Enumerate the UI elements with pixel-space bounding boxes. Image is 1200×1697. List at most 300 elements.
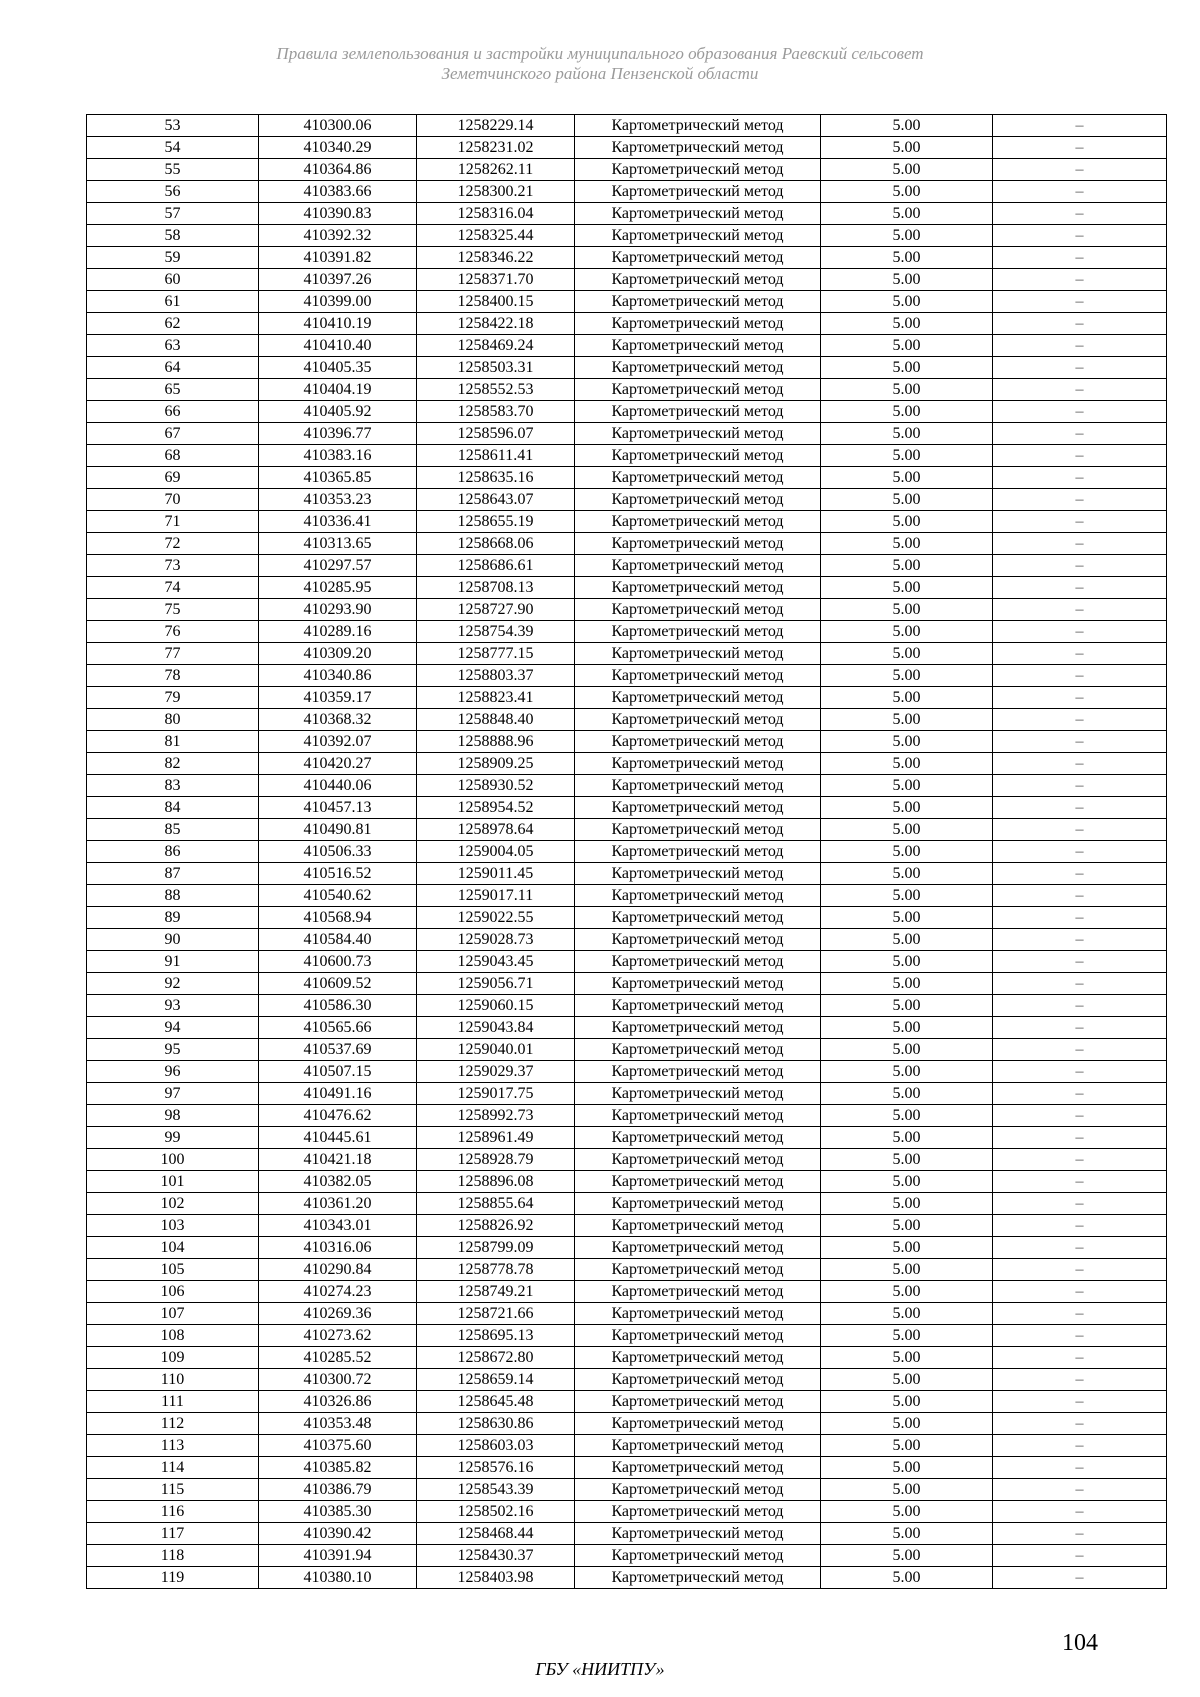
accuracy-cell: 5.00 (821, 1105, 993, 1127)
y-coordinate-cell: 1258229.14 (417, 115, 575, 137)
method-cell: Картометрический метод (575, 247, 821, 269)
x-coordinate-cell: 410405.35 (259, 357, 417, 379)
table-row (87, 841, 1167, 863)
description-cell: – (993, 1105, 1167, 1127)
point-number-cell: 118 (87, 1545, 259, 1567)
description-cell: – (993, 775, 1167, 797)
method-cell: Картометрический метод (575, 1171, 821, 1193)
method-cell: Картометрический метод (575, 1479, 821, 1501)
table-row (87, 269, 1167, 291)
header-line-2: Земетчинского района Пензенской области (441, 64, 759, 83)
accuracy-cell: 5.00 (821, 1149, 993, 1171)
y-coordinate-cell: 1258655.19 (417, 511, 575, 533)
method-cell: Картометрический метод (575, 1105, 821, 1127)
description-cell: – (993, 621, 1167, 643)
accuracy-cell: 5.00 (821, 1039, 993, 1061)
x-coordinate-cell: 410340.86 (259, 665, 417, 687)
accuracy-cell: 5.00 (821, 819, 993, 841)
accuracy-cell: 5.00 (821, 577, 993, 599)
y-coordinate-cell: 1259060.15 (417, 995, 575, 1017)
point-number-cell: 98 (87, 1105, 259, 1127)
accuracy-cell: 5.00 (821, 555, 993, 577)
method-cell: Картометрический метод (575, 489, 821, 511)
description-cell: – (993, 1479, 1167, 1501)
description-cell: – (993, 1281, 1167, 1303)
method-cell: Картометрический метод (575, 1567, 821, 1589)
y-coordinate-cell: 1258978.64 (417, 819, 575, 841)
description-cell: – (993, 379, 1167, 401)
point-number-cell: 71 (87, 511, 259, 533)
table-row (87, 555, 1167, 577)
table-row (87, 797, 1167, 819)
x-coordinate-cell: 410600.73 (259, 951, 417, 973)
accuracy-cell: 5.00 (821, 511, 993, 533)
table-row (87, 203, 1167, 225)
accuracy-cell: 5.00 (821, 665, 993, 687)
description-cell: – (993, 1017, 1167, 1039)
description-cell: – (993, 1259, 1167, 1281)
y-coordinate-cell: 1258611.41 (417, 445, 575, 467)
method-cell: Картометрический метод (575, 951, 821, 973)
accuracy-cell: 5.00 (821, 1413, 993, 1435)
point-number-cell: 109 (87, 1347, 259, 1369)
description-cell: – (993, 1039, 1167, 1061)
method-cell: Картометрический метод (575, 929, 821, 951)
y-coordinate-cell: 1258583.70 (417, 401, 575, 423)
x-coordinate-cell: 410405.92 (259, 401, 417, 423)
y-coordinate-cell: 1259029.37 (417, 1061, 575, 1083)
method-cell: Картометрический метод (575, 1545, 821, 1567)
x-coordinate-cell: 410537.69 (259, 1039, 417, 1061)
description-cell: – (993, 115, 1167, 137)
table-row (87, 1347, 1167, 1369)
method-cell: Картометрический метод (575, 1391, 821, 1413)
page-header (0, 44, 1200, 84)
description-cell: – (993, 1193, 1167, 1215)
y-coordinate-cell: 1258954.52 (417, 797, 575, 819)
header-line-1: Правила землепользования и застройки муниципального образования Раевский сельсовет (276, 44, 924, 63)
page-footer: ГБУ «НИИТПУ» (535, 1659, 665, 1679)
point-number-cell: 101 (87, 1171, 259, 1193)
table-row (87, 687, 1167, 709)
x-coordinate-cell: 410392.32 (259, 225, 417, 247)
x-coordinate-cell: 410365.85 (259, 467, 417, 489)
table-row (87, 1039, 1167, 1061)
description-cell: – (993, 1457, 1167, 1479)
page-number: 104 (1062, 1630, 1098, 1656)
y-coordinate-cell: 1259017.75 (417, 1083, 575, 1105)
method-cell: Картометрический метод (575, 753, 821, 775)
y-coordinate-cell: 1258422.18 (417, 313, 575, 335)
description-cell: – (993, 1369, 1167, 1391)
point-number-cell: 68 (87, 445, 259, 467)
description-cell: – (993, 1325, 1167, 1347)
accuracy-cell: 5.00 (821, 1193, 993, 1215)
method-cell: Картометрический метод (575, 401, 821, 423)
description-cell: – (993, 687, 1167, 709)
y-coordinate-cell: 1258799.09 (417, 1237, 575, 1259)
point-number-cell: 67 (87, 423, 259, 445)
point-number-cell: 61 (87, 291, 259, 313)
table-row (87, 533, 1167, 555)
x-coordinate-cell: 410359.17 (259, 687, 417, 709)
method-cell: Картометрический метод (575, 1061, 821, 1083)
point-number-cell: 77 (87, 643, 259, 665)
point-number-cell: 53 (87, 115, 259, 137)
accuracy-cell: 5.00 (821, 599, 993, 621)
table-row (87, 1083, 1167, 1105)
point-number-cell: 80 (87, 709, 259, 731)
point-number-cell: 111 (87, 1391, 259, 1413)
description-cell: – (993, 753, 1167, 775)
method-cell: Картометрический метод (575, 1083, 821, 1105)
y-coordinate-cell: 1258430.37 (417, 1545, 575, 1567)
x-coordinate-cell: 410391.94 (259, 1545, 417, 1567)
accuracy-cell: 5.00 (821, 137, 993, 159)
x-coordinate-cell: 410396.77 (259, 423, 417, 445)
y-coordinate-cell: 1258469.24 (417, 335, 575, 357)
y-coordinate-cell: 1258803.37 (417, 665, 575, 687)
accuracy-cell: 5.00 (821, 1369, 993, 1391)
point-number-cell: 86 (87, 841, 259, 863)
method-cell: Картометрический метод (575, 511, 821, 533)
x-coordinate-cell: 410586.30 (259, 995, 417, 1017)
method-cell: Картометрический метод (575, 1259, 821, 1281)
point-number-cell: 54 (87, 137, 259, 159)
description-cell: – (993, 1061, 1167, 1083)
table-row (87, 1017, 1167, 1039)
description-cell: – (993, 797, 1167, 819)
point-number-cell: 115 (87, 1479, 259, 1501)
accuracy-cell: 5.00 (821, 1325, 993, 1347)
description-cell: – (993, 137, 1167, 159)
x-coordinate-cell: 410353.48 (259, 1413, 417, 1435)
accuracy-cell: 5.00 (821, 1017, 993, 1039)
y-coordinate-cell: 1258596.07 (417, 423, 575, 445)
y-coordinate-cell: 1258603.03 (417, 1435, 575, 1457)
point-number-cell: 116 (87, 1501, 259, 1523)
point-number-cell: 99 (87, 1127, 259, 1149)
x-coordinate-cell: 410300.72 (259, 1369, 417, 1391)
x-coordinate-cell: 410410.40 (259, 335, 417, 357)
method-cell: Картометрический метод (575, 797, 821, 819)
description-cell: – (993, 533, 1167, 555)
accuracy-cell: 5.00 (821, 1281, 993, 1303)
method-cell: Картометрический метод (575, 269, 821, 291)
accuracy-cell: 5.00 (821, 489, 993, 511)
x-coordinate-cell: 410289.16 (259, 621, 417, 643)
point-number-cell: 82 (87, 753, 259, 775)
accuracy-cell: 5.00 (821, 1259, 993, 1281)
accuracy-cell: 5.00 (821, 1237, 993, 1259)
point-number-cell: 108 (87, 1325, 259, 1347)
accuracy-cell: 5.00 (821, 731, 993, 753)
description-cell: – (993, 599, 1167, 621)
accuracy-cell: 5.00 (821, 357, 993, 379)
x-coordinate-cell: 410274.23 (259, 1281, 417, 1303)
x-coordinate-cell: 410410.19 (259, 313, 417, 335)
accuracy-cell: 5.00 (821, 1347, 993, 1369)
x-coordinate-cell: 410491.16 (259, 1083, 417, 1105)
x-coordinate-cell: 410300.06 (259, 115, 417, 137)
description-cell: – (993, 1567, 1167, 1589)
accuracy-cell: 5.00 (821, 1567, 993, 1589)
y-coordinate-cell: 1258668.06 (417, 533, 575, 555)
description-cell: – (993, 841, 1167, 863)
method-cell: Картометрический метод (575, 1325, 821, 1347)
point-number-cell: 76 (87, 621, 259, 643)
method-cell: Картометрический метод (575, 445, 821, 467)
table-row (87, 115, 1167, 137)
description-cell: – (993, 929, 1167, 951)
description-cell: – (993, 555, 1167, 577)
table-row (87, 401, 1167, 423)
y-coordinate-cell: 1258630.86 (417, 1413, 575, 1435)
table-row (87, 1567, 1167, 1589)
description-cell: – (993, 269, 1167, 291)
x-coordinate-cell: 410457.13 (259, 797, 417, 819)
table-row (87, 357, 1167, 379)
method-cell: Картометрический метод (575, 1435, 821, 1457)
point-number-cell: 97 (87, 1083, 259, 1105)
coordinates-table (86, 114, 1167, 1589)
y-coordinate-cell: 1258727.90 (417, 599, 575, 621)
y-coordinate-cell: 1258992.73 (417, 1105, 575, 1127)
accuracy-cell: 5.00 (821, 115, 993, 137)
accuracy-cell: 5.00 (821, 775, 993, 797)
description-cell: – (993, 731, 1167, 753)
table-row (87, 577, 1167, 599)
method-cell: Картометрический метод (575, 819, 821, 841)
table-row (87, 1435, 1167, 1457)
table-row (87, 181, 1167, 203)
x-coordinate-cell: 410391.82 (259, 247, 417, 269)
accuracy-cell: 5.00 (821, 1215, 993, 1237)
point-number-cell: 83 (87, 775, 259, 797)
table-row (87, 225, 1167, 247)
table-row (87, 643, 1167, 665)
point-number-cell: 65 (87, 379, 259, 401)
point-number-cell: 58 (87, 225, 259, 247)
description-cell: – (993, 159, 1167, 181)
table-row (87, 621, 1167, 643)
x-coordinate-cell: 410420.27 (259, 753, 417, 775)
description-cell: – (993, 181, 1167, 203)
y-coordinate-cell: 1258672.80 (417, 1347, 575, 1369)
method-cell: Картометрический метод (575, 995, 821, 1017)
description-cell: – (993, 1303, 1167, 1325)
method-cell: Картометрический метод (575, 423, 821, 445)
accuracy-cell: 5.00 (821, 797, 993, 819)
x-coordinate-cell: 410364.86 (259, 159, 417, 181)
point-number-cell: 90 (87, 929, 259, 951)
method-cell: Картометрический метод (575, 555, 821, 577)
method-cell: Картометрический метод (575, 335, 821, 357)
x-coordinate-cell: 410507.15 (259, 1061, 417, 1083)
point-number-cell: 91 (87, 951, 259, 973)
method-cell: Картометрический метод (575, 643, 821, 665)
y-coordinate-cell: 1258552.53 (417, 379, 575, 401)
method-cell: Картометрический метод (575, 137, 821, 159)
table-row (87, 1325, 1167, 1347)
method-cell: Картометрический метод (575, 1523, 821, 1545)
table-row (87, 1501, 1167, 1523)
point-number-cell: 59 (87, 247, 259, 269)
table-row (87, 995, 1167, 1017)
table-row (87, 819, 1167, 841)
x-coordinate-cell: 410382.05 (259, 1171, 417, 1193)
description-cell: – (993, 885, 1167, 907)
accuracy-cell: 5.00 (821, 1171, 993, 1193)
point-number-cell: 60 (87, 269, 259, 291)
description-cell: – (993, 357, 1167, 379)
description-cell: – (993, 1523, 1167, 1545)
y-coordinate-cell: 1258888.96 (417, 731, 575, 753)
x-coordinate-cell: 410297.57 (259, 555, 417, 577)
method-cell: Картометрический метод (575, 313, 821, 335)
accuracy-cell: 5.00 (821, 401, 993, 423)
y-coordinate-cell: 1259017.11 (417, 885, 575, 907)
y-coordinate-cell: 1258643.07 (417, 489, 575, 511)
table-row (87, 885, 1167, 907)
description-cell: – (993, 335, 1167, 357)
point-number-cell: 103 (87, 1215, 259, 1237)
point-number-cell: 84 (87, 797, 259, 819)
table-row (87, 665, 1167, 687)
method-cell: Картометрический метод (575, 533, 821, 555)
y-coordinate-cell: 1258823.41 (417, 687, 575, 709)
point-number-cell: 110 (87, 1369, 259, 1391)
x-coordinate-cell: 410380.10 (259, 1567, 417, 1589)
accuracy-cell: 5.00 (821, 907, 993, 929)
table-row (87, 1369, 1167, 1391)
accuracy-cell: 5.00 (821, 1391, 993, 1413)
x-coordinate-cell: 410421.18 (259, 1149, 417, 1171)
description-cell: – (993, 665, 1167, 687)
point-number-cell: 94 (87, 1017, 259, 1039)
method-cell: Картометрический метод (575, 1413, 821, 1435)
method-cell: Картометрический метод (575, 1149, 821, 1171)
method-cell: Картометрический метод (575, 621, 821, 643)
accuracy-cell: 5.00 (821, 1457, 993, 1479)
point-number-cell: 105 (87, 1259, 259, 1281)
table-row (87, 731, 1167, 753)
x-coordinate-cell: 410386.79 (259, 1479, 417, 1501)
table-row (87, 313, 1167, 335)
description-cell: – (993, 467, 1167, 489)
x-coordinate-cell: 410343.01 (259, 1215, 417, 1237)
method-cell: Картометрический метод (575, 379, 821, 401)
description-cell: – (993, 1237, 1167, 1259)
x-coordinate-cell: 410313.65 (259, 533, 417, 555)
method-cell: Картометрический метод (575, 225, 821, 247)
method-cell: Картометрический метод (575, 115, 821, 137)
accuracy-cell: 5.00 (821, 533, 993, 555)
description-cell: – (993, 489, 1167, 511)
point-number-cell: 64 (87, 357, 259, 379)
point-number-cell: 112 (87, 1413, 259, 1435)
method-cell: Картометрический метод (575, 1369, 821, 1391)
description-cell: – (993, 225, 1167, 247)
accuracy-cell: 5.00 (821, 863, 993, 885)
table-row (87, 1215, 1167, 1237)
x-coordinate-cell: 410385.30 (259, 1501, 417, 1523)
point-number-cell: 70 (87, 489, 259, 511)
table-row (87, 379, 1167, 401)
x-coordinate-cell: 410392.07 (259, 731, 417, 753)
point-number-cell: 85 (87, 819, 259, 841)
y-coordinate-cell: 1259022.55 (417, 907, 575, 929)
description-cell: – (993, 1413, 1167, 1435)
point-number-cell: 96 (87, 1061, 259, 1083)
x-coordinate-cell: 410269.36 (259, 1303, 417, 1325)
point-number-cell: 92 (87, 973, 259, 995)
y-coordinate-cell: 1258346.22 (417, 247, 575, 269)
table-row (87, 1061, 1167, 1083)
table-row (87, 1413, 1167, 1435)
method-cell: Картометрический метод (575, 467, 821, 489)
method-cell: Картометрический метод (575, 1501, 821, 1523)
point-number-cell: 89 (87, 907, 259, 929)
accuracy-cell: 5.00 (821, 621, 993, 643)
table-row (87, 159, 1167, 181)
description-cell: – (993, 863, 1167, 885)
y-coordinate-cell: 1258909.25 (417, 753, 575, 775)
accuracy-cell: 5.00 (821, 995, 993, 1017)
y-coordinate-cell: 1258826.92 (417, 1215, 575, 1237)
point-number-cell: 106 (87, 1281, 259, 1303)
point-number-cell: 72 (87, 533, 259, 555)
table-row (87, 1105, 1167, 1127)
y-coordinate-cell: 1259043.45 (417, 951, 575, 973)
accuracy-cell: 5.00 (821, 929, 993, 951)
x-coordinate-cell: 410568.94 (259, 907, 417, 929)
table-row (87, 1193, 1167, 1215)
y-coordinate-cell: 1258635.16 (417, 467, 575, 489)
description-cell: – (993, 247, 1167, 269)
point-number-cell: 107 (87, 1303, 259, 1325)
accuracy-cell: 5.00 (821, 445, 993, 467)
method-cell: Картометрический метод (575, 599, 821, 621)
description-cell: – (993, 445, 1167, 467)
accuracy-cell: 5.00 (821, 313, 993, 335)
point-number-cell: 63 (87, 335, 259, 357)
point-number-cell: 78 (87, 665, 259, 687)
x-coordinate-cell: 410397.26 (259, 269, 417, 291)
point-number-cell: 113 (87, 1435, 259, 1457)
accuracy-cell: 5.00 (821, 467, 993, 489)
y-coordinate-cell: 1258503.31 (417, 357, 575, 379)
x-coordinate-cell: 410383.66 (259, 181, 417, 203)
table-row (87, 423, 1167, 445)
point-number-cell: 88 (87, 885, 259, 907)
y-coordinate-cell: 1258659.14 (417, 1369, 575, 1391)
method-cell: Картометрический метод (575, 1457, 821, 1479)
x-coordinate-cell: 410390.42 (259, 1523, 417, 1545)
description-cell: – (993, 973, 1167, 995)
x-coordinate-cell: 410326.86 (259, 1391, 417, 1413)
method-cell: Картометрический метод (575, 709, 821, 731)
table-row (87, 445, 1167, 467)
y-coordinate-cell: 1258231.02 (417, 137, 575, 159)
x-coordinate-cell: 410404.19 (259, 379, 417, 401)
method-cell: Картометрический метод (575, 1237, 821, 1259)
y-coordinate-cell: 1259028.73 (417, 929, 575, 951)
x-coordinate-cell: 410293.90 (259, 599, 417, 621)
accuracy-cell: 5.00 (821, 203, 993, 225)
coordinates-table-wrapper (86, 114, 1166, 1589)
y-coordinate-cell: 1259043.84 (417, 1017, 575, 1039)
